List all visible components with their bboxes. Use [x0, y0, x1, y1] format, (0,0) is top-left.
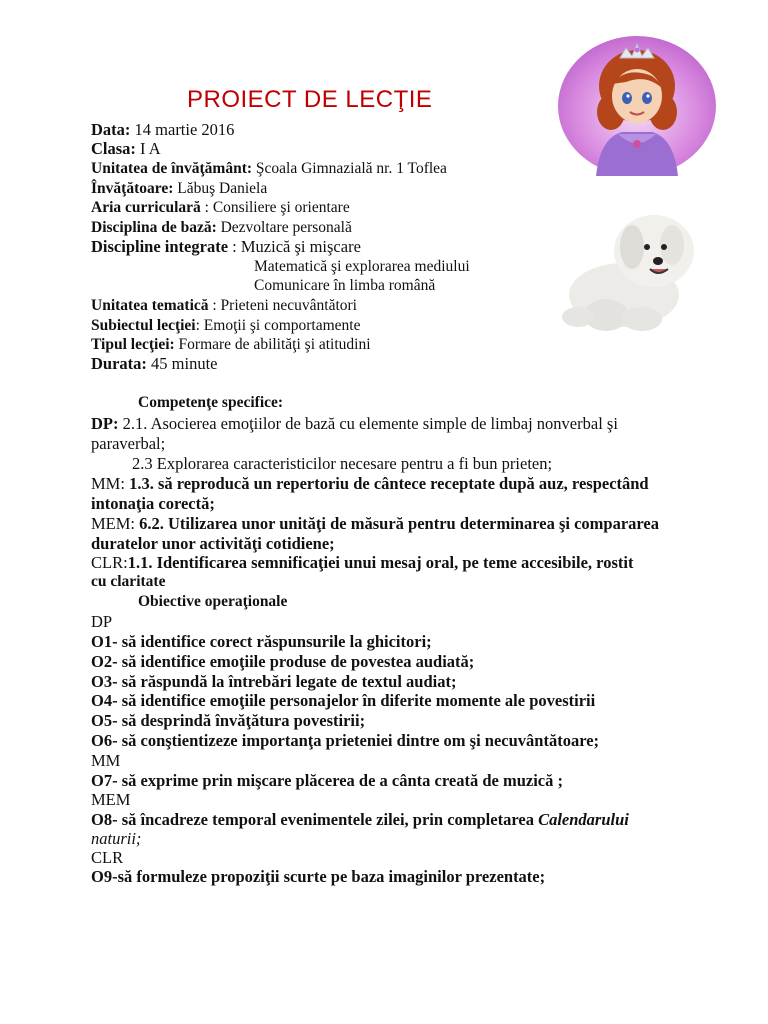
obiectiv-line: MM	[91, 751, 121, 770]
info-line-unitatea: Unitatea de învăţământ: Şcoala Gimnazială nr. 1 Toflea	[91, 160, 447, 177]
info-line-disciplina: Disciplina de bază: Dezvoltare personală	[91, 219, 352, 236]
obiectiv-line: MEM	[91, 790, 131, 809]
info-line-durata: Durata: 45 minute	[91, 354, 218, 373]
info-line-tipul: Tipul lecţiei: Formare de abilităţi şi atitudini	[91, 336, 371, 353]
competenta-line: paraverbal;	[91, 434, 166, 453]
competenta-line: DP: 2.1. Asocierea emoţiilor de bază cu elemente simple de limbaj nonverbal şi	[91, 414, 618, 433]
obiectiv-line: naturii;	[91, 829, 142, 848]
competenta-line: MEM: 6.2. Utilizarea unor unităţi de măsură pentru determinarea şi compararea	[91, 514, 659, 533]
competenta-line: cu claritate	[91, 573, 166, 590]
obiectiv-line: O3- să răspundă la întrebări legate de textul audiat;	[91, 672, 457, 691]
obiectiv-line: O1- să identifice corect răspunsurile la ghicitori;	[91, 632, 432, 651]
obiective-heading: Obiective operaţionale	[138, 593, 288, 610]
competenta-line: CLR:1.1. Identificarea semnificaţiei unui mesaj oral, pe teme accesibile, rostit	[91, 553, 634, 572]
info-line-discipline-integrate: Discipline integrate : Muzică şi mişcare	[91, 237, 361, 256]
info-line-subiectul: Subiectul lecţiei: Emoţii şi comportamente	[91, 317, 361, 334]
info-line-data: Data: 14 martie 2016	[91, 120, 235, 139]
info-line-invatatoare: Învăţătoare: Lăbuş Daniela	[91, 180, 268, 197]
obiectiv-line: O7- să exprime prin mişcare plăcerea de a cânta creată de muzică ;	[91, 771, 563, 790]
obiectiv-line: O9-să formuleze propoziţii scurte pe baza imaginilor prezentate;	[91, 867, 546, 886]
obiectiv-line: O6- să conştientizeze importanţa prieteniei dintre om şi necuvântătoare;	[91, 731, 600, 750]
obiectiv-line: O5- să desprindă învăţătura povestirii;	[91, 711, 366, 730]
princess-illustration	[556, 26, 718, 178]
competenta-line: intonaţia corectă;	[91, 494, 215, 513]
page-title: PROIECT DE LECŢIE	[187, 86, 433, 113]
competente-heading: Competenţe specifice:	[138, 394, 284, 411]
obiectiv-line: CLR	[91, 848, 124, 867]
info-line-aria: Aria curriculară : Consiliere şi orientare	[91, 199, 350, 216]
info-line-unitatea-tematica: Unitatea tematică : Prieteni necuvântători	[91, 297, 357, 314]
competenta-line: 2.3 Explorarea caracteristicilor necesare pentru a fi bun prieten;	[132, 454, 553, 473]
info-line-integrate-3: Comunicare în limba română	[254, 277, 436, 294]
white-dog-illustration	[554, 207, 714, 337]
obiectiv-line: DP	[91, 612, 113, 631]
obiectiv-line: O4- să identifice emoţiile personajelor în diferite momente ale povestirii	[91, 691, 596, 710]
obiectiv-line: O8- să încadreze temporal evenimentele zilei, prin completarea Calendarului	[91, 810, 629, 829]
competenta-line: MM: 1.3. să reproducă un repertoriu de cântece receptate după auz, respectând	[91, 474, 649, 493]
info-line-integrate-2: Matematică şi explorarea mediului	[254, 258, 470, 275]
info-line-clasa: Clasa: I A	[91, 139, 161, 158]
obiectiv-line: O2- să identifice emoţiile produse de povestea audiată;	[91, 652, 475, 671]
competenta-line: duratelor unor activităţi cotidiene;	[91, 534, 335, 553]
